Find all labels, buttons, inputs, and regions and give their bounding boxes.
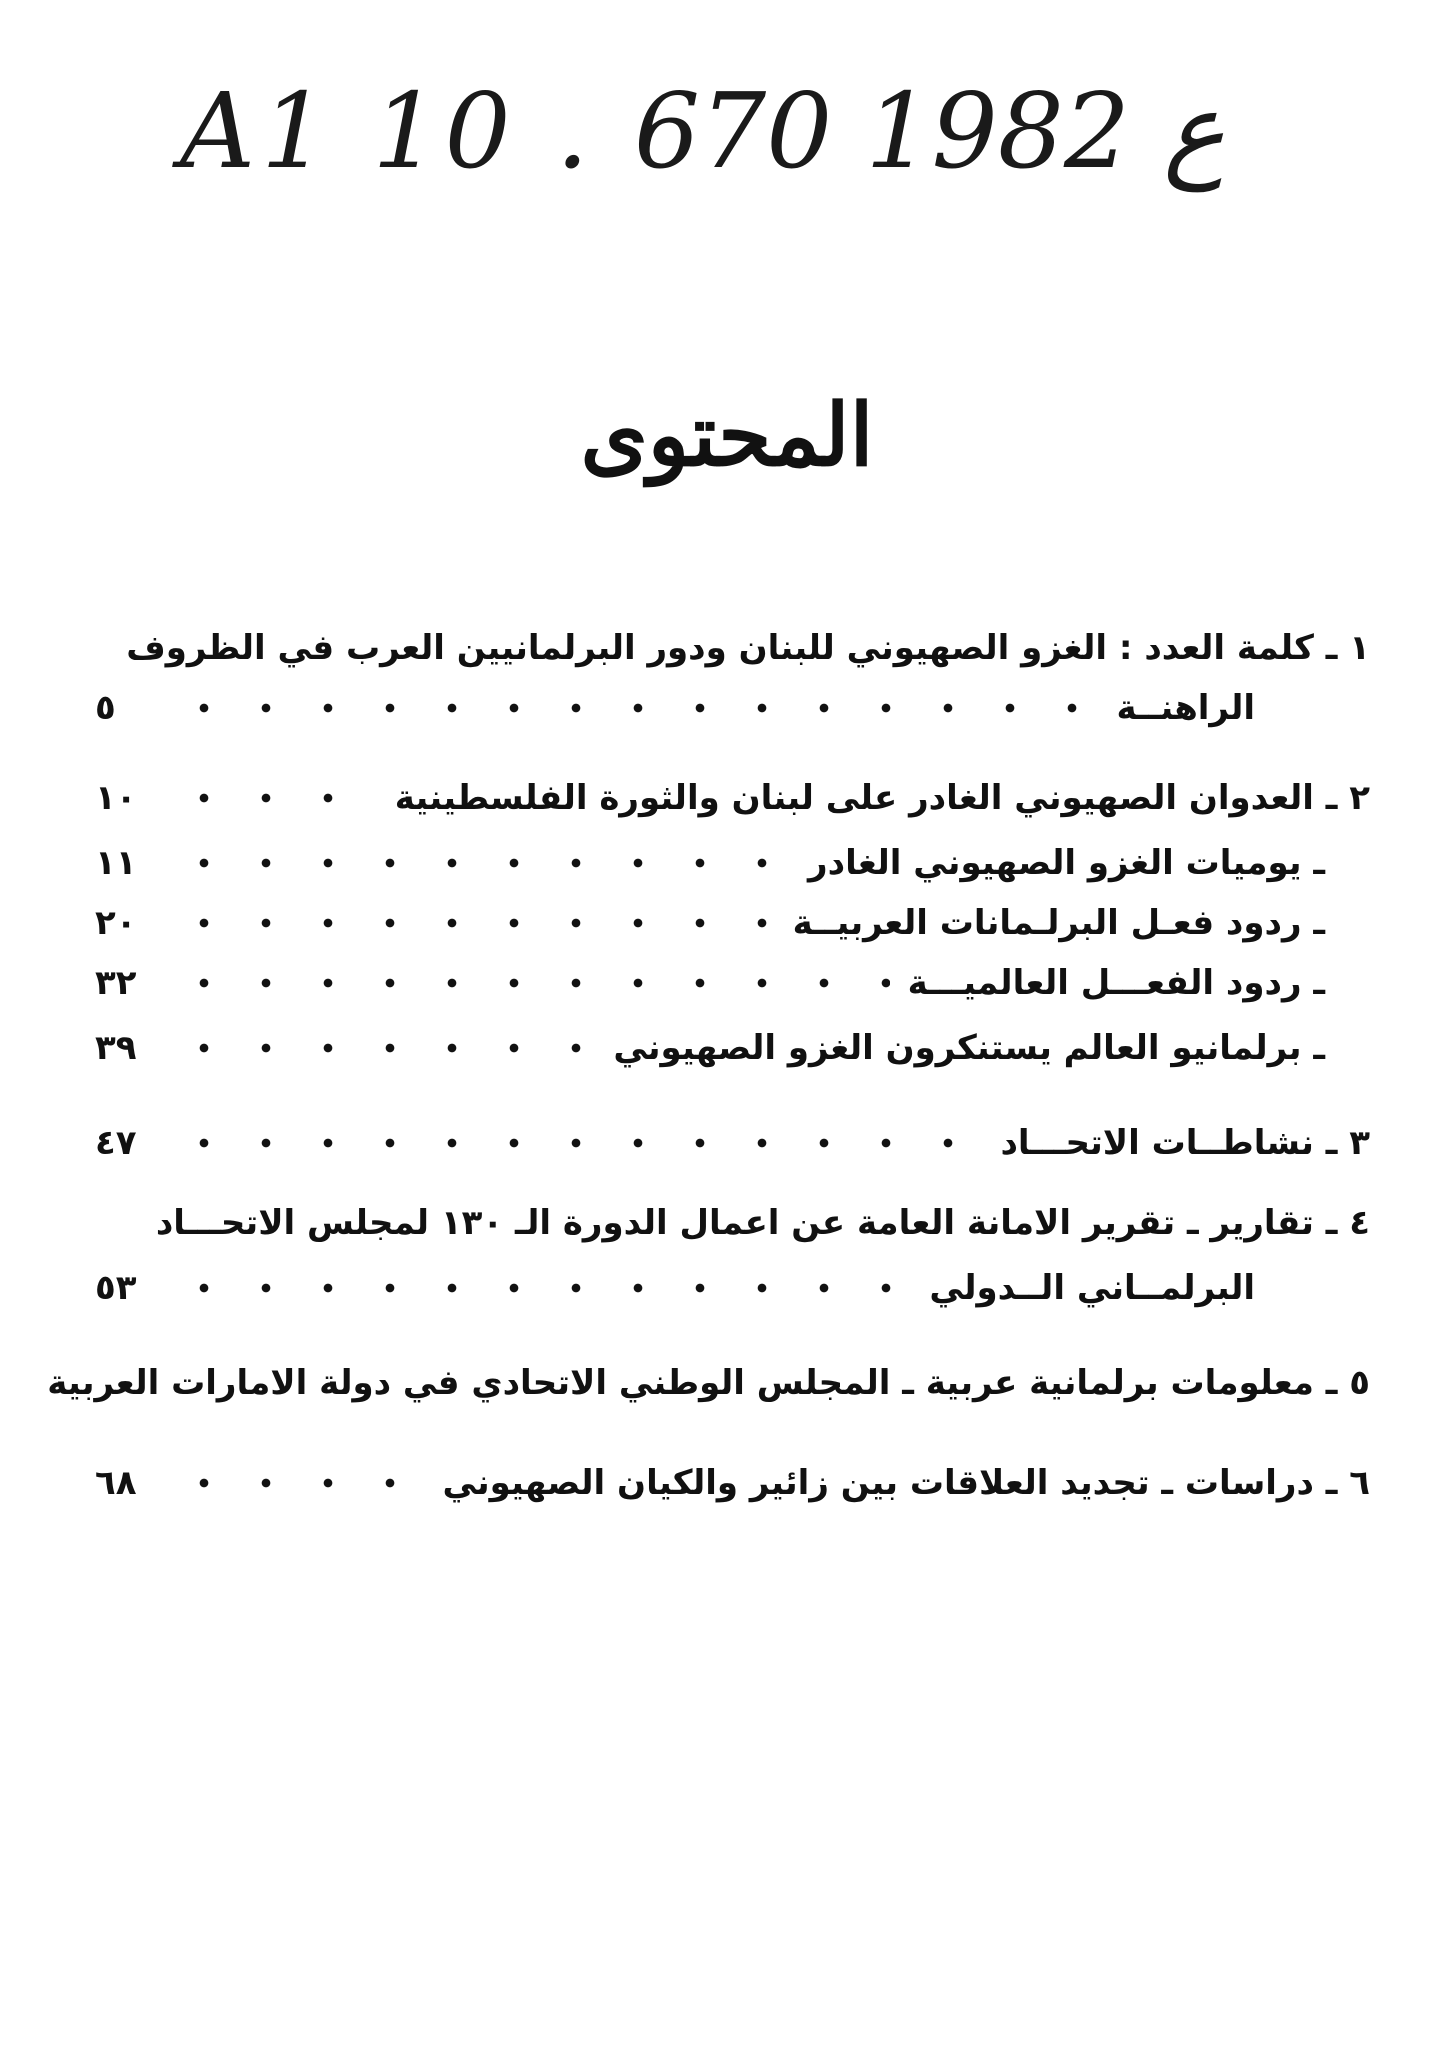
toc-page-number: ٣٩ <box>95 1028 137 1068</box>
toc-entry-text: ـ يوميات الغزو الصهيوني الغادر <box>808 843 1325 883</box>
toc-entry-1-line-1 <box>95 620 1370 676</box>
toc-entry-text: ١ ـ كلمة العدد : الغزو الصهيوني للبنان ودور البرلمانيين العرب في الظروف <box>126 628 1370 668</box>
dot-leader <box>173 1477 424 1489</box>
toc-page-number <box>0 1363 11 1403</box>
toc-entry-2b <box>95 895 1370 951</box>
handwritten-reference: A1 10 . ع 1982 670 <box>180 70 1226 192</box>
toc-entry-2 <box>95 770 1370 826</box>
toc-entry-4-line-1 <box>95 1195 1370 1251</box>
toc-entry-3 <box>95 1115 1370 1171</box>
toc-entry-text: ٦ ـ دراسات ـ تجديد العلاقات بين زائير والكيان الصهيوني <box>442 1463 1370 1503</box>
toc-page-number: ١١ <box>95 843 137 883</box>
toc-entry-text: ٤ ـ تقارير ـ تقرير الامانة العامة عن اعمال الدورة الـ ١٣٠ لمجلس الاتحـــاد <box>155 1203 1370 1243</box>
toc-entry-6 <box>95 1455 1370 1511</box>
dot-leader <box>173 1137 982 1149</box>
toc-page-number: ٣٢ <box>95 963 137 1003</box>
toc-entry-text: ـ ردود الفعـــل العالميـــة <box>907 963 1325 1003</box>
dot-leader <box>173 1282 911 1294</box>
toc-page-number: ٤٧ <box>95 1123 137 1163</box>
toc-entry-2d <box>95 1020 1370 1076</box>
toc-page-number: ٦٨ <box>95 1463 137 1503</box>
toc-page-number: ٢٠ <box>95 903 137 943</box>
toc-entry-text: ٢ ـ العدوان الصهيوني الغادر على لبنان والثورة الفلسطينية <box>394 778 1370 818</box>
dot-leader <box>173 857 790 869</box>
toc-page-number: ٥ <box>95 688 116 728</box>
toc-entry-2c <box>95 955 1370 1011</box>
dot-leader <box>173 977 890 989</box>
toc-page-number: ١٠ <box>95 778 137 818</box>
toc-page-number: ٥٣ <box>95 1268 137 1308</box>
toc-entry-text: الراهنــة <box>1116 688 1255 728</box>
toc-entry-text: ـ برلمانيو العالم يستنكرون الغزو الصهيوني <box>613 1028 1325 1068</box>
dot-leader <box>173 792 377 804</box>
toc-entry-text: ـ ردود فعـل البرلـمانات العربيــة <box>792 903 1325 943</box>
page-title: المحتوى <box>580 385 874 486</box>
dot-leader <box>173 1042 595 1054</box>
toc-entry-text: ٥ ـ معلومات برلمانية عربية ـ المجلس الوطني الاتحادي في دولة الامارات العربية <box>47 1363 1370 1403</box>
dot-leader <box>173 702 1098 714</box>
toc-entry-1-line-2 <box>95 680 1370 736</box>
toc-entry-text: البرلمــاني الــدولي <box>929 1268 1255 1308</box>
toc-entry-2a <box>95 835 1370 891</box>
toc-entry-4-line-2 <box>95 1260 1370 1316</box>
toc-entry-5 <box>47 1355 1370 1411</box>
toc-entry-text: ٣ ـ نشاطــات الاتحـــاد <box>1000 1123 1370 1163</box>
dot-leader <box>173 917 775 929</box>
